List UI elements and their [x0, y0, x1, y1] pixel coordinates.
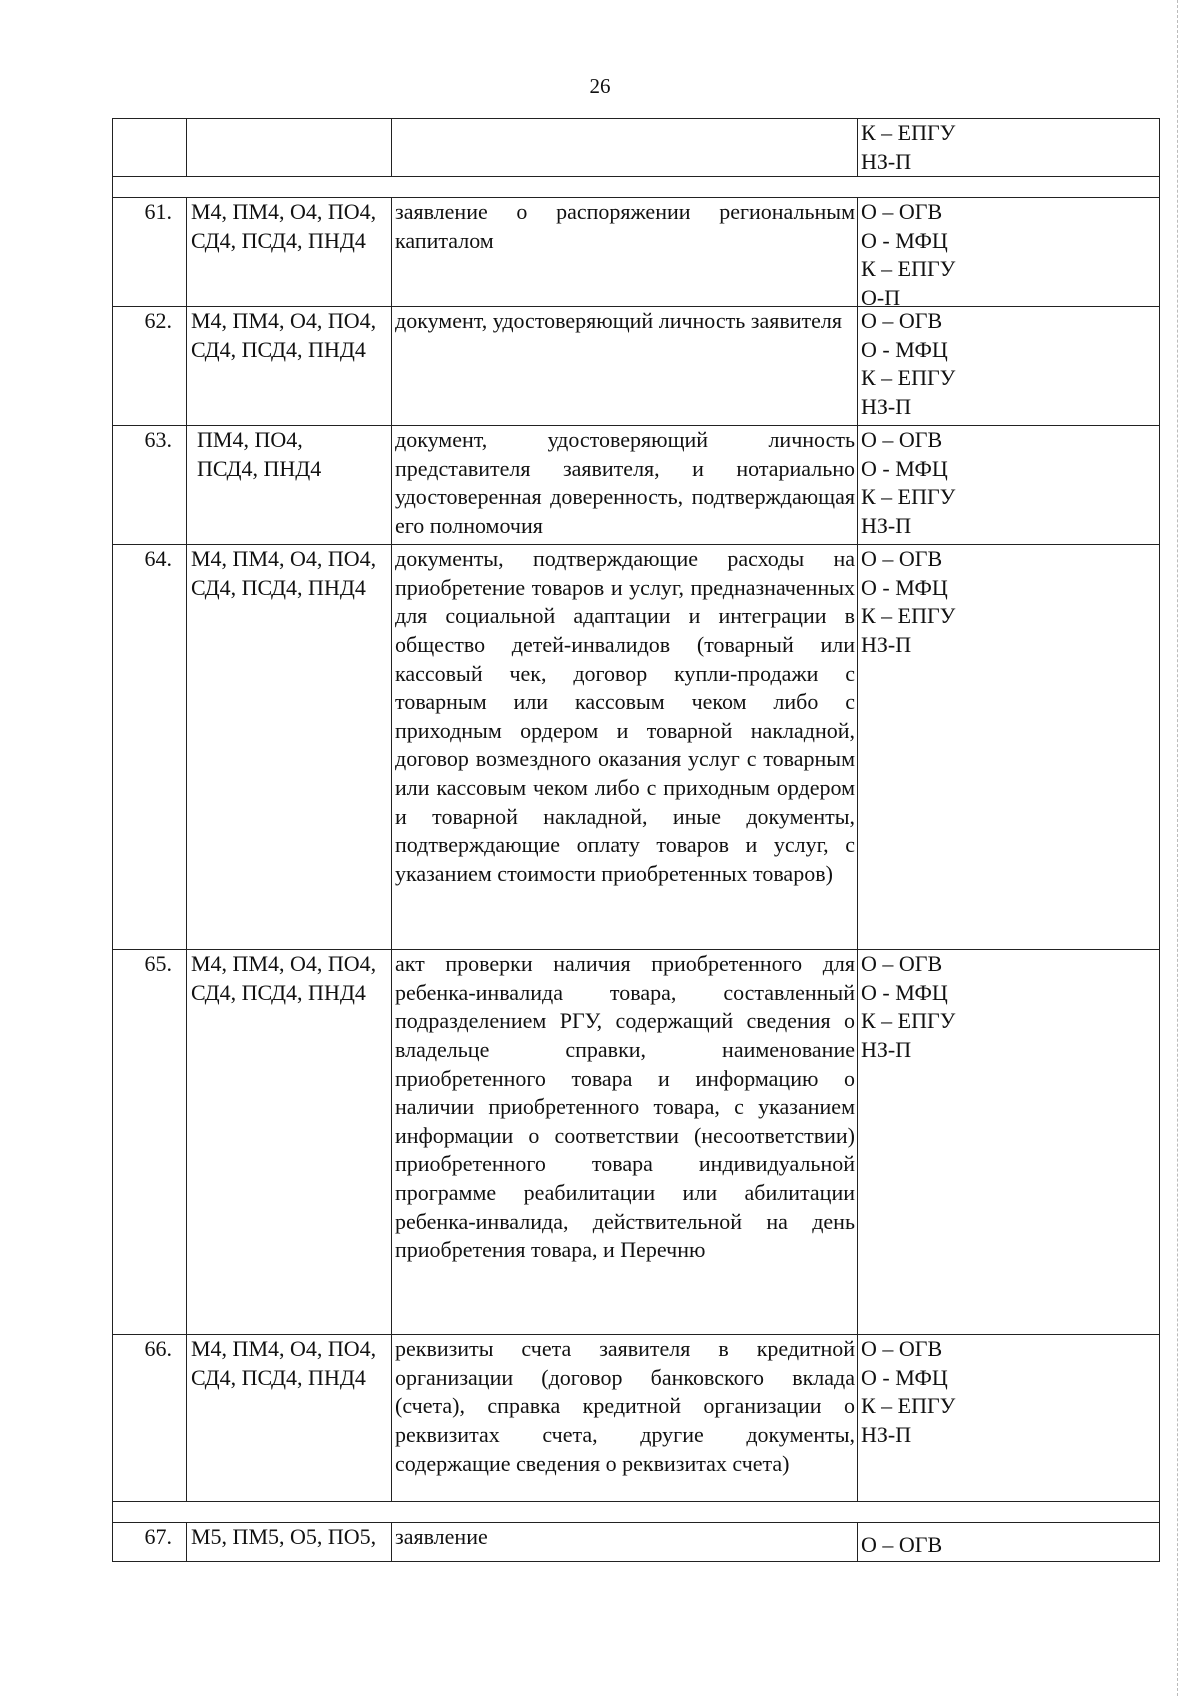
source-line: К – ЕПГУ: [861, 484, 956, 510]
document-text: документ, удостоверяющий личность заявителя: [395, 308, 842, 334]
table-row-continuation: [112, 118, 1160, 177]
table-row: [112, 1335, 1160, 1502]
source-line: НЗ-П: [861, 1421, 912, 1447]
sources-cell: [857, 119, 1159, 176]
document-text: документ, удостоверяющий личность представителя заявителя, и нотариально удостоверенная доверенность, подтверждающая его полномочия: [395, 427, 855, 538]
category-line: М4, ПМ4, О4, ПО4,: [191, 951, 377, 977]
row-number: 63.: [144, 427, 172, 453]
table-row: [112, 307, 1160, 426]
source-line: НЗ-П: [861, 148, 912, 174]
table-row: [112, 1523, 1160, 1562]
category-line: ПМ4, ПО4,: [197, 427, 303, 453]
row-number: 62.: [144, 308, 172, 334]
document-cell: [391, 198, 857, 306]
sources-cell: [857, 950, 1159, 1334]
row-number: 65.: [144, 951, 172, 977]
table-row: [112, 545, 1160, 950]
source-line: О – ОГВ: [861, 199, 943, 225]
category-line: М4, ПМ4, О4, ПО4,: [191, 546, 377, 572]
source-line: О – ОГВ: [861, 427, 943, 453]
source-line: НЗ-П: [861, 512, 912, 538]
document-cell: [391, 119, 857, 176]
source-line: О – ОГВ: [861, 1532, 943, 1558]
source-line: К – ЕПГУ: [861, 120, 956, 145]
categories-cell: [186, 307, 391, 425]
page-number: 26: [589, 74, 611, 98]
categories-cell: [186, 426, 391, 544]
source-line: О-П: [861, 284, 901, 310]
sources-cell: [857, 1335, 1159, 1501]
source-line: К – ЕПГУ: [861, 1393, 956, 1419]
document-text: акт проверки наличия приобретенного для ребенка-инвалида товара, составленный подразделением РГУ, содержащий сведения о владельце справки, наименование приобретенного товара и информацию о наличии приобретенного товара, с указанием информации о соответствии (несоответствии) приобретенного товара индивидуальной программе реабилитации или абилитации ребенка-инвалида, действительной на день приобретения товара, и Перечню: [395, 951, 855, 1263]
sources-cell: [857, 426, 1159, 544]
source-line: О – ОГВ: [861, 308, 943, 334]
document-cell: [391, 1335, 857, 1501]
document-cell: [391, 307, 857, 425]
row-number-cell: [113, 119, 186, 176]
source-line: К – ЕПГУ: [861, 256, 956, 282]
source-line: К – ЕПГУ: [861, 603, 956, 629]
table-gap-row: [112, 1502, 1160, 1523]
sources-cell: [857, 307, 1159, 425]
table-gap-row: [112, 177, 1160, 198]
categories-cell: [186, 1523, 391, 1561]
row-number: 66.: [144, 1336, 172, 1362]
source-line: О - МФЦ: [861, 336, 948, 362]
categories-cell: [186, 1335, 391, 1501]
row-number: 67.: [144, 1524, 172, 1550]
categories-cell: [186, 950, 391, 1334]
category-line: ПСД4, ПНД4: [197, 455, 322, 481]
source-line: О - МФЦ: [861, 979, 948, 1005]
table-row: [112, 198, 1160, 310]
categories-cell: [186, 119, 391, 176]
category-line: М4, ПМ4, О4, ПО4,: [191, 1336, 377, 1362]
source-line: НЗ-П: [861, 1036, 912, 1062]
source-line: О – ОГВ: [861, 546, 943, 572]
source-line: НЗ-П: [861, 631, 912, 657]
document-text: документы, подтверждающие расходы на приобретение товаров и услуг, предназначенных для социальной адаптации и интеграции в общество детей-инвалидов (товарный или кассовый чек, договор купли-продажи с товарным или кассовым чеком либо с приходным ордером и товарной накладной, договор возмездного оказания услуг с товарным или кассовым чеком либо с приходным ордером и товарной накладной, иные документы, подтверждающие оплату товаров и услуг, с указанием стоимости приобретенных товаров): [395, 546, 855, 886]
document-text: заявление о распоряжении региональным капиталом: [395, 199, 855, 253]
source-line: К – ЕПГУ: [861, 1008, 956, 1034]
source-line: О - МФЦ: [861, 574, 948, 600]
source-line: НЗ-П: [861, 393, 912, 419]
documents-table: [112, 118, 1160, 1562]
category-line: СД4, ПСД4, ПНД4: [191, 227, 366, 253]
page-edge-divider: [1177, 0, 1178, 1696]
row-number: 64.: [144, 546, 172, 572]
sources-cell: [857, 545, 1159, 949]
categories-cell: [186, 198, 391, 306]
category-line: М4, ПМ4, О4, ПО4,: [191, 308, 377, 334]
category-line: СД4, ПСД4, ПНД4: [191, 336, 366, 362]
document-cell: [391, 1523, 857, 1561]
category-line: СД4, ПСД4, ПНД4: [191, 1364, 366, 1390]
document-text: заявление: [395, 1524, 488, 1550]
sources-cell: [857, 1523, 1159, 1561]
table-row: [112, 950, 1160, 1335]
table-row: [112, 426, 1160, 545]
sources-cell: [857, 198, 1159, 310]
source-line: К – ЕПГУ: [861, 365, 956, 391]
source-line: О – ОГВ: [861, 951, 943, 977]
source-line: О – ОГВ: [861, 1336, 943, 1362]
row-number: 61.: [144, 199, 172, 225]
categories-cell: [186, 545, 391, 949]
document-text: реквизиты счета заявителя в кредитной организации (договор банковского вклада (счета), справка кредитной организации о реквизитах счета, другие документы, содержащие сведения о реквизитах счета): [395, 1336, 855, 1476]
category-line: М4, ПМ4, О4, ПО4,: [191, 199, 377, 225]
category-line: М5, ПМ5, О5, ПО5,: [191, 1524, 377, 1550]
source-line: О - МФЦ: [861, 227, 948, 253]
category-line: СД4, ПСД4, ПНД4: [191, 979, 366, 1005]
category-line: СД4, ПСД4, ПНД4: [191, 574, 366, 600]
document-cell: [391, 426, 857, 544]
source-line: О - МФЦ: [861, 1364, 948, 1390]
document-cell: [391, 950, 857, 1334]
document-cell: [391, 545, 857, 949]
source-line: О - МФЦ: [861, 455, 948, 481]
